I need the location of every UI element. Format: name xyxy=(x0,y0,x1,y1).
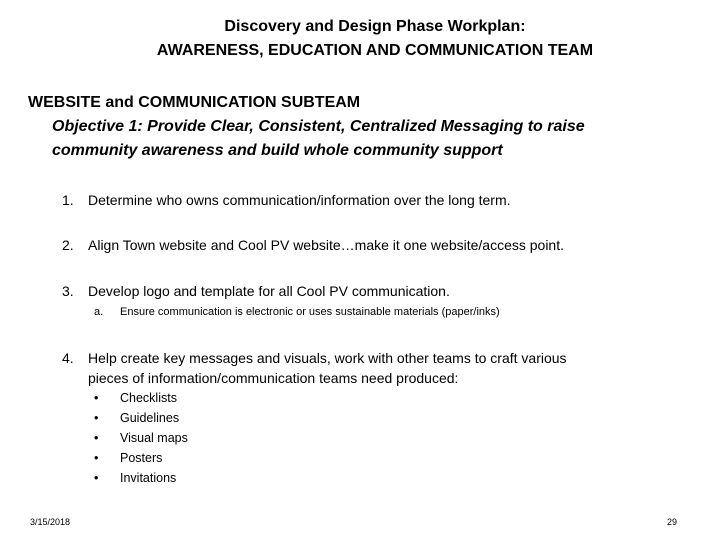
bullet-icon: • xyxy=(94,391,99,405)
item-number: 2. xyxy=(62,237,74,253)
subteam-heading: WEBSITE and COMMUNICATION SUBTEAM xyxy=(28,94,361,111)
bullet-icon: • xyxy=(94,451,99,465)
bullet-icon: • xyxy=(94,431,99,445)
objective-line-2: community awareness and build whole community support xyxy=(52,142,503,159)
item-text-line-2: pieces of information/communication teams need produced: xyxy=(88,370,459,386)
bullet-text: Invitations xyxy=(120,471,177,485)
footer-date: 3/15/2018 xyxy=(30,517,71,527)
item-text-line-1: Help create key messages and visuals, work with other teams to craft various xyxy=(88,350,567,366)
bullet-text: Posters xyxy=(120,451,163,465)
objective-line-1: Objective 1: Provide Clear, Consistent, Centralized Messaging to raise xyxy=(52,118,585,135)
item-text: Determine who owns communication/information over the long term. xyxy=(88,192,511,208)
bullet-text: Guidelines xyxy=(120,411,180,425)
item-text: Develop logo and template for all Cool PV communication. xyxy=(88,283,450,299)
title-line-2: AWARENESS, EDUCATION AND COMMUNICATION TEAM xyxy=(156,42,594,59)
bullet-icon: • xyxy=(94,411,99,425)
bullet-text: Checklists xyxy=(120,391,177,405)
subitem-letter: a. xyxy=(94,306,104,318)
item-number: 4. xyxy=(62,350,74,366)
title-line-1: Discovery and Design Phase Workplan: xyxy=(224,18,526,35)
page-number: 29 xyxy=(667,517,678,527)
item-number: 3. xyxy=(62,283,74,299)
bullet-text: Visual maps xyxy=(120,431,188,445)
item-number: 1. xyxy=(62,192,74,208)
item-text: Align Town website and Cool PV website…make it one website/access point. xyxy=(88,237,564,253)
bullet-icon: • xyxy=(94,471,99,485)
subitem-text: Ensure communication is electronic or uses sustainable materials (paper/inks) xyxy=(120,306,500,318)
